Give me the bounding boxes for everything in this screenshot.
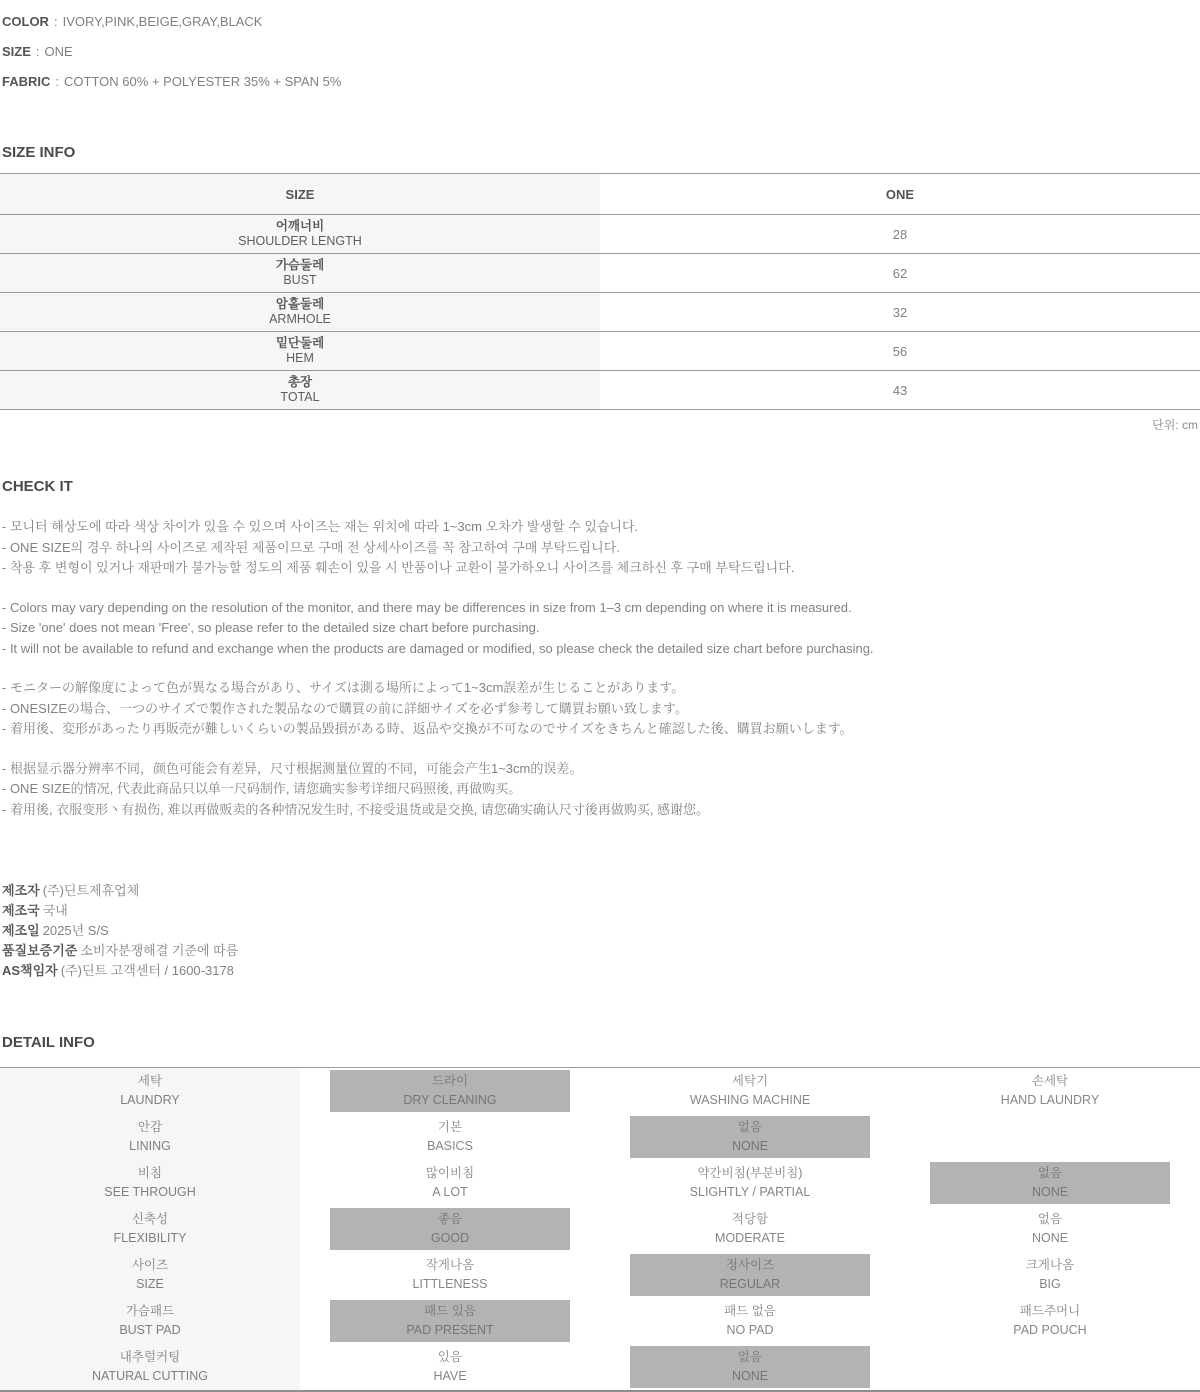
check-line: - Colors may vary depending on the resolution of the monitor, and there may be differences in size from 1–3 cm depending on where it is measured. bbox=[2, 599, 852, 615]
option-kr: 많이비침 bbox=[425, 1166, 475, 1180]
check-line: - 着用後、変形があったり再販売が難しいくらいの製品毀損がある時、返品や交換が不可なのでサイズをきちんと確認した後、購買お願いします。 bbox=[2, 721, 853, 736]
detail-row-see-through bbox=[0, 1160, 1200, 1206]
detail-option-cell bbox=[300, 1114, 600, 1160]
size-info-title: SIZE INFO bbox=[2, 144, 76, 161]
fabric-label: FABRIC bbox=[2, 73, 51, 89]
detail-option-cell bbox=[900, 1160, 1200, 1206]
separator: : bbox=[53, 13, 58, 29]
detail-option-cell-empty bbox=[900, 1344, 1200, 1390]
measure-kr: 밑단둘레 bbox=[275, 336, 325, 350]
measure-kr: 암홀둘레 bbox=[275, 297, 325, 311]
detail-category-cell bbox=[0, 1068, 300, 1114]
measure-en: BUST bbox=[283, 273, 317, 287]
option-en: DRY CLEANING bbox=[403, 1093, 497, 1107]
option-kr: 드라이 bbox=[431, 1074, 469, 1088]
option-en: HAND LAUNDRY bbox=[1000, 1093, 1100, 1107]
option-en: PAD PRESENT bbox=[406, 1323, 494, 1337]
option-en: PAD POUCH bbox=[1013, 1323, 1087, 1337]
detail-row-laundry bbox=[0, 1068, 1200, 1114]
category-en: LINING bbox=[129, 1139, 171, 1153]
detail-category-cell bbox=[0, 1160, 300, 1206]
option-en: NONE bbox=[731, 1369, 769, 1383]
color-line bbox=[2, 6, 1200, 36]
detail-row-lining bbox=[0, 1114, 1200, 1160]
separator: : bbox=[55, 73, 60, 89]
option-en: REGULAR bbox=[719, 1277, 781, 1291]
measure-value-cell: 62 bbox=[600, 254, 1200, 292]
measure-kr: 어깨너비 bbox=[275, 219, 325, 233]
measure-value-cell: 43 bbox=[600, 371, 1200, 409]
option-kr: 패드주머니 bbox=[1019, 1304, 1081, 1318]
category-kr: 사이즈 bbox=[131, 1258, 169, 1272]
size-table-row bbox=[0, 332, 1200, 371]
size-table-row bbox=[0, 254, 1200, 293]
check-line: - 착용 후 변형이 있거나 재판매가 불가능할 정도의 제품 훼손이 있을 시 반품이나 교환이 불가하오니 사이즈를 체크하신 후 구매 부탁드립니다. bbox=[2, 560, 795, 575]
maker-label: 품질보증기준 bbox=[2, 943, 78, 958]
check-line: - 着用後, 衣服变形丶有损伤, 难以再做贩卖的各种情况发生时, 不接受退货或是交换, 请您确实确认尺寸後再做购买, 感谢您。 bbox=[2, 801, 710, 817]
color-label: COLOR bbox=[2, 13, 49, 29]
maker-row bbox=[2, 901, 1200, 921]
check-paragraph-japanese bbox=[0, 678, 1200, 740]
check-line: - 모니터 해상도에 따라 색상 차이가 있을 수 있으며 사이즈는 재는 위치에 따라 1~3cm 오차가 발생할 수 있습니다. bbox=[2, 519, 639, 534]
check-paragraph-chinese bbox=[0, 759, 1200, 821]
category-en: FLEXIBILITY bbox=[113, 1231, 187, 1245]
size-label: SIZE bbox=[2, 43, 31, 59]
detail-option-cell bbox=[300, 1344, 600, 1390]
option-en: NONE bbox=[1031, 1185, 1069, 1199]
check-line: - モニターの解像度によって色が異なる場合があり、サイズは測る場所によって1~3cm誤差が生じることがあります。 bbox=[2, 680, 685, 695]
option-kr: 적당함 bbox=[731, 1212, 769, 1226]
size-table-row bbox=[0, 293, 1200, 332]
detail-option-cell bbox=[900, 1206, 1200, 1252]
measure-en: HEM bbox=[286, 351, 314, 365]
measure-value-cell: 32 bbox=[600, 293, 1200, 331]
maker-value: (주)딘트제휴업체 bbox=[42, 883, 140, 898]
detail-option-cell bbox=[600, 1160, 900, 1206]
category-kr: 안감 bbox=[137, 1120, 163, 1134]
option-kr: 손세탁 bbox=[1031, 1074, 1069, 1088]
detail-option-cell bbox=[600, 1114, 900, 1160]
option-en: A LOT bbox=[432, 1185, 468, 1199]
option-en: BIG bbox=[1039, 1277, 1061, 1291]
measure-label-cell bbox=[0, 371, 600, 409]
detail-row-natural-cutting bbox=[0, 1344, 1200, 1390]
check-line: - ONE SIZE的情况, 代表此商品只以单一尺码制作, 请您确实参考详细尺码照後, 再做购买。 bbox=[2, 781, 522, 796]
detail-option-cell bbox=[600, 1344, 900, 1390]
maker-row bbox=[2, 941, 1200, 961]
check-line: - 根据显示器分辨率不同，颜色可能会有差异，尺寸根据测量位置的不同，可能会产生1~3cm的误差。 bbox=[2, 760, 583, 776]
product-info-block bbox=[0, 0, 1200, 96]
option-kr: 정사이즈 bbox=[725, 1258, 775, 1272]
detail-category-cell bbox=[0, 1114, 300, 1160]
category-kr: 내추럴커팅 bbox=[119, 1350, 181, 1364]
detail-option-cell bbox=[600, 1298, 900, 1344]
option-kr: 패드 없음 bbox=[724, 1304, 776, 1318]
option-en: WASHING MACHINE bbox=[689, 1093, 811, 1107]
category-en: LAUNDRY bbox=[120, 1093, 180, 1107]
category-kr: 가슴패드 bbox=[125, 1304, 175, 1318]
fabric-line bbox=[2, 66, 1200, 96]
size-header-cell: SIZE bbox=[0, 174, 600, 214]
check-paragraph-english bbox=[0, 598, 1200, 660]
detail-row-flexibility bbox=[0, 1206, 1200, 1252]
detail-table bbox=[0, 1067, 1200, 1392]
option-kr: 크게나옴 bbox=[1025, 1258, 1075, 1272]
detail-option-cell bbox=[600, 1252, 900, 1298]
option-en: MODERATE bbox=[715, 1231, 785, 1245]
option-en: LITTLENESS bbox=[412, 1277, 488, 1291]
check-line: - ONE SIZE의 경우 하나의 사이즈로 제작된 제품이므로 구매 전 상세사이즈를 꼭 참고하여 구매 부탁드립니다. bbox=[2, 539, 620, 555]
option-en: NONE bbox=[731, 1139, 769, 1153]
category-en: SIZE bbox=[136, 1277, 164, 1291]
measure-en: SHOULDER LENGTH bbox=[238, 234, 362, 248]
maker-row bbox=[2, 921, 1200, 941]
measure-label-cell bbox=[0, 215, 600, 253]
measure-label-cell bbox=[0, 293, 600, 331]
option-kr: 없음 bbox=[1037, 1212, 1063, 1226]
detail-option-cell bbox=[300, 1298, 600, 1344]
option-en: BASICS bbox=[427, 1139, 473, 1153]
measure-en: TOTAL bbox=[280, 390, 320, 404]
option-kr: 없음 bbox=[737, 1350, 763, 1364]
option-kr: 약간비침(부분비침) bbox=[697, 1166, 803, 1180]
category-en: NATURAL CUTTING bbox=[92, 1369, 208, 1383]
option-kr: 없음 bbox=[1037, 1166, 1063, 1180]
detail-option-cell bbox=[900, 1252, 1200, 1298]
detail-info-title: DETAIL INFO bbox=[2, 1034, 95, 1051]
detail-option-cell bbox=[300, 1206, 600, 1252]
detail-option-cell bbox=[900, 1298, 1200, 1344]
unit-note: 단위: cm bbox=[1152, 418, 1198, 432]
option-kr: 좋음 bbox=[437, 1212, 463, 1226]
size-line bbox=[2, 36, 1200, 66]
separator: : bbox=[35, 43, 40, 59]
category-kr: 비침 bbox=[137, 1166, 163, 1180]
detail-category-cell bbox=[0, 1344, 300, 1390]
detail-option-cell bbox=[900, 1068, 1200, 1114]
check-line: - Size 'one' does not mean 'Free', so please refer to the detailed size chart before purchasing. bbox=[2, 620, 540, 635]
detail-option-cell bbox=[600, 1206, 900, 1252]
category-kr: 세탁 bbox=[137, 1074, 163, 1088]
detail-option-cell bbox=[600, 1068, 900, 1114]
option-en: GOOD bbox=[430, 1231, 470, 1245]
category-kr: 신축성 bbox=[131, 1212, 169, 1226]
maker-label: 제조국 bbox=[2, 903, 40, 918]
measure-label-cell bbox=[0, 254, 600, 292]
size-table-row bbox=[0, 371, 1200, 410]
size-table-row bbox=[0, 215, 1200, 254]
maker-label: 제조자 bbox=[2, 883, 40, 898]
measure-value-cell: 28 bbox=[600, 215, 1200, 253]
fabric-value: COTTON 60% + POLYESTER 35% + SPAN 5% bbox=[64, 73, 342, 89]
check-paragraph-korean bbox=[0, 517, 1200, 579]
option-kr: 작게나옴 bbox=[425, 1258, 475, 1272]
maker-value: 2025년 S/S bbox=[42, 923, 109, 938]
option-kr: 세탁기 bbox=[731, 1074, 769, 1088]
size-header-value-cell: ONE bbox=[600, 174, 1200, 214]
measure-value-cell: 56 bbox=[600, 332, 1200, 370]
check-it-title: CHECK IT bbox=[2, 478, 73, 495]
option-kr: 기본 bbox=[437, 1120, 463, 1134]
detail-option-cell bbox=[300, 1068, 600, 1114]
option-kr: 없음 bbox=[737, 1120, 763, 1134]
measure-kr: 총장 bbox=[287, 375, 313, 389]
option-en: NO PAD bbox=[726, 1323, 774, 1337]
measure-kr: 가슴둘레 bbox=[275, 258, 325, 272]
maker-value: 국내 bbox=[42, 903, 68, 918]
check-line: - It will not be available to refund and exchange when the products are damaged or modified, so please check the detailed size chart before purchasing. bbox=[2, 640, 874, 656]
category-en: BUST PAD bbox=[119, 1323, 181, 1337]
maker-label: AS책임자 bbox=[2, 963, 58, 978]
detail-category-cell bbox=[0, 1298, 300, 1344]
measure-en: ARMHOLE bbox=[269, 312, 331, 326]
detail-category-cell bbox=[0, 1206, 300, 1252]
size-table-header-row bbox=[0, 174, 1200, 215]
check-line: - ONESIZEの場合、一つのサイズで製作された製品なので購買の前に詳細サイズを必ず参考して購買お願い致します。 bbox=[2, 700, 688, 716]
option-en: NONE bbox=[1031, 1231, 1069, 1245]
maker-row bbox=[2, 881, 1200, 901]
detail-row-size bbox=[0, 1252, 1200, 1298]
size-value: ONE bbox=[44, 43, 73, 59]
maker-value: (주)딘트 고객센터 / 1600-3178 bbox=[60, 963, 234, 978]
maker-value: 소비자분쟁해결 기준에 따름 bbox=[80, 943, 239, 958]
detail-option-cell bbox=[300, 1252, 600, 1298]
size-table bbox=[0, 173, 1200, 410]
option-en: SLIGHTLY / PARTIAL bbox=[689, 1185, 811, 1199]
detail-row-bust-pad bbox=[0, 1298, 1200, 1344]
maker-row bbox=[2, 961, 1200, 981]
measure-label-cell bbox=[0, 332, 600, 370]
option-en: HAVE bbox=[433, 1369, 467, 1383]
option-kr: 패드 있음 bbox=[424, 1304, 476, 1318]
color-value: IVORY,PINK,BEIGE,GRAY,BLACK bbox=[62, 13, 263, 29]
maker-label: 제조일 bbox=[2, 923, 40, 938]
detail-category-cell bbox=[0, 1252, 300, 1298]
detail-option-cell bbox=[300, 1160, 600, 1206]
manufacturer-info bbox=[0, 881, 1200, 981]
detail-option-cell-empty bbox=[900, 1114, 1200, 1160]
option-kr: 있음 bbox=[437, 1350, 463, 1364]
category-en: SEE THROUGH bbox=[104, 1185, 196, 1199]
